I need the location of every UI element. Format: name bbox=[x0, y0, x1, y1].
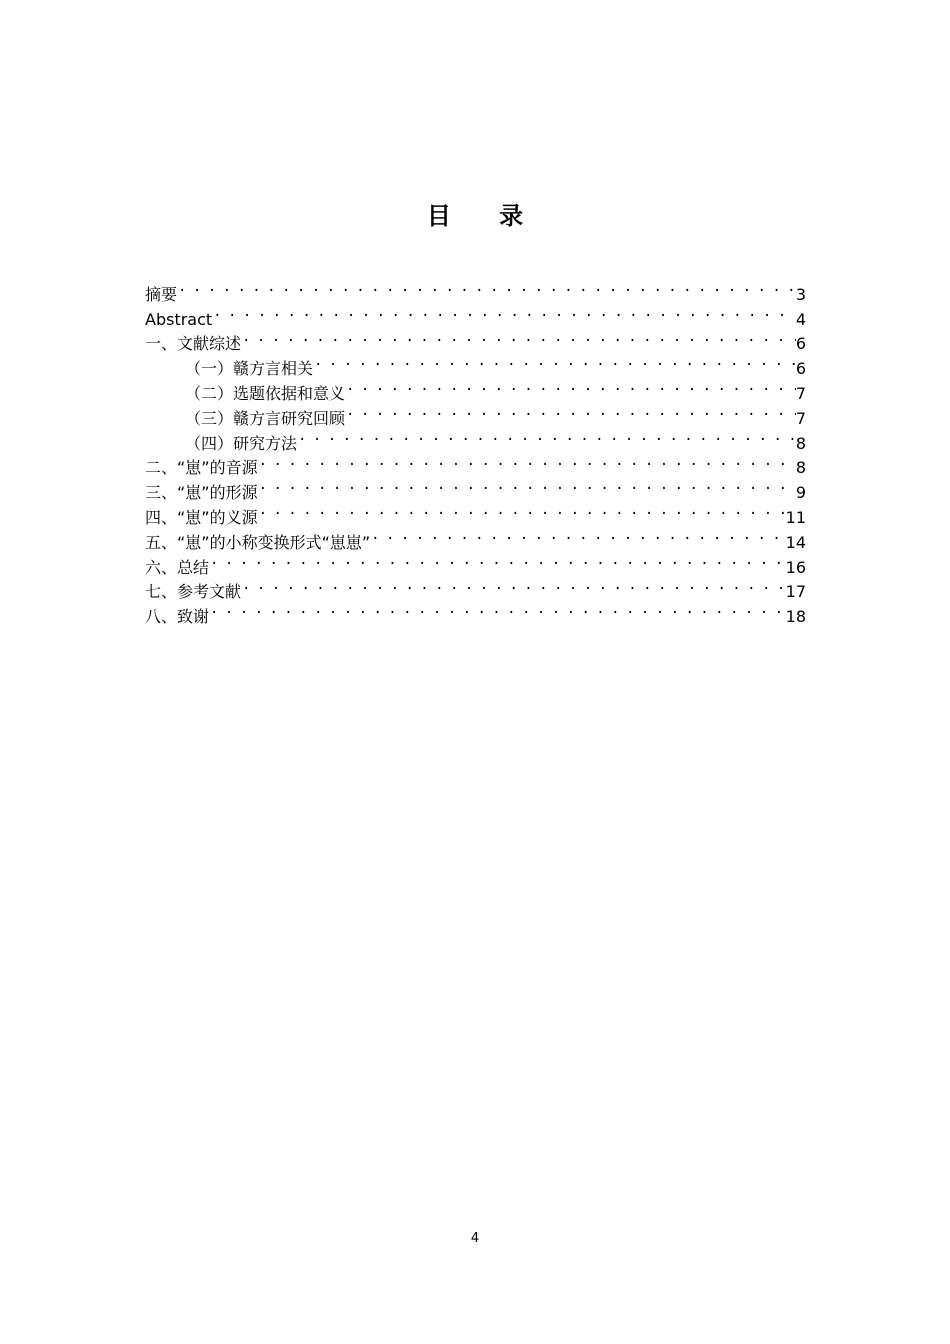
toc-entry-page: 9 bbox=[795, 483, 806, 503]
toc-dot-leader bbox=[209, 597, 786, 622]
toc-dot-leader bbox=[177, 275, 796, 300]
table-of-contents bbox=[145, 275, 806, 627]
toc-entry-label: 八、致谢 bbox=[145, 607, 210, 627]
toc-entry[interactable] bbox=[145, 597, 806, 627]
toc-entry-page: 17 bbox=[785, 582, 806, 602]
toc-entry-page: 7 bbox=[795, 383, 806, 403]
toc-entry-page: 3 bbox=[795, 284, 806, 304]
toc-entry-page: 4 bbox=[795, 309, 806, 329]
toc-dot-leader bbox=[345, 374, 796, 399]
toc-entry-label: 一、文献综述 bbox=[145, 334, 242, 354]
toc-dot-leader bbox=[258, 498, 786, 523]
toc-dot-leader bbox=[212, 300, 796, 325]
toc-entry-page: 8 bbox=[795, 458, 806, 478]
toc-entry-label: 七、参考文献 bbox=[145, 582, 242, 602]
toc-entry[interactable] bbox=[145, 300, 806, 329]
toc-entry-label: 六、总结 bbox=[145, 557, 210, 577]
toc-entry-label: （二）选题依据和意义 bbox=[185, 383, 346, 403]
toc-entry-label: 二、“崽”的音源 bbox=[145, 458, 258, 478]
toc-entry-page: 11 bbox=[785, 507, 806, 527]
toc-entry-label: 四、“崽”的义源 bbox=[145, 507, 258, 527]
toc-dot-leader bbox=[258, 473, 796, 498]
page-number: 4 bbox=[470, 1231, 480, 1246]
toc-entry[interactable] bbox=[145, 573, 806, 602]
toc-entry-label: 摘要 bbox=[145, 284, 178, 304]
toc-entry-page: 6 bbox=[795, 334, 806, 354]
toc-entry-label: 五、“崽”的小称变换形式“崽崽” bbox=[145, 532, 371, 552]
toc-dot-leader bbox=[258, 449, 796, 474]
toc-entry-label: （三）赣方言研究回顾 bbox=[185, 408, 346, 428]
toc-dot-leader bbox=[209, 548, 786, 573]
toc-entry-page: 8 bbox=[795, 433, 806, 453]
toc-entry-page: 14 bbox=[785, 532, 806, 552]
toc-dot-leader bbox=[370, 523, 785, 548]
toc-entry-label: Abstract bbox=[145, 309, 213, 329]
toc-dot-leader bbox=[241, 325, 796, 350]
toc-dot-leader bbox=[313, 349, 796, 374]
toc-entry-page: 7 bbox=[795, 408, 806, 428]
toc-entry-label: （一）赣方言相关 bbox=[185, 359, 314, 379]
toc-dot-leader bbox=[345, 399, 796, 424]
toc-dot-leader bbox=[297, 424, 796, 449]
toc-entry[interactable] bbox=[145, 325, 806, 354]
page-title: 目 录 bbox=[426, 202, 544, 231]
toc-entry-page: 18 bbox=[785, 607, 806, 627]
toc-entry-page: 6 bbox=[795, 359, 806, 379]
toc-dot-leader bbox=[241, 573, 786, 598]
toc-subentry[interactable] bbox=[145, 349, 806, 379]
toc-entry-label: 三、“崽”的形源 bbox=[145, 483, 258, 503]
toc-entry[interactable] bbox=[145, 548, 806, 577]
toc-entry-label: （四）研究方法 bbox=[185, 433, 298, 453]
toc-entry-page: 16 bbox=[785, 557, 806, 577]
toc-entry[interactable] bbox=[145, 275, 806, 304]
